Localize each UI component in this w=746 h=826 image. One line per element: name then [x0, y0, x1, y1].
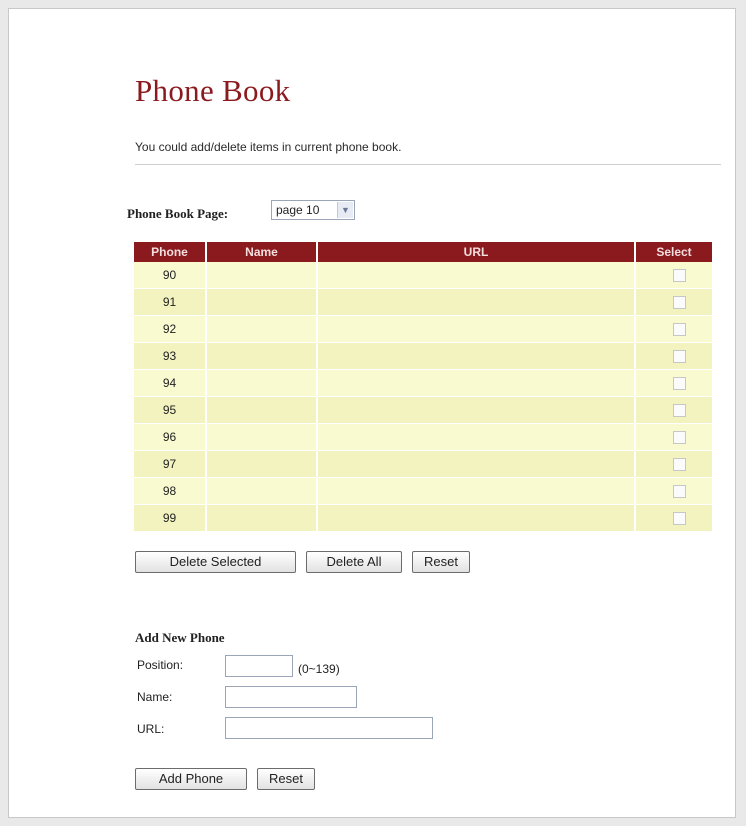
- page-description: You could add/delete items in current phone book.: [135, 140, 402, 154]
- name-cell: [206, 343, 317, 370]
- select-checkbox[interactable]: [673, 296, 686, 309]
- phone-cell: 93: [134, 343, 206, 370]
- divider: [135, 164, 721, 165]
- url-cell: [317, 478, 635, 505]
- url-cell: [317, 289, 635, 316]
- column-header-phone: Phone: [134, 242, 206, 262]
- name-cell: [206, 370, 317, 397]
- name-cell: [206, 397, 317, 424]
- name-cell: [206, 451, 317, 478]
- select-checkbox[interactable]: [673, 431, 686, 444]
- delete-all-button[interactable]: Delete All: [306, 551, 402, 573]
- table-row: [134, 289, 712, 316]
- add-new-phone-title: Add New Phone: [135, 630, 225, 645]
- phone-cell: 94: [134, 370, 206, 397]
- table-row: [134, 370, 712, 397]
- url-cell: [317, 316, 635, 343]
- table-header-row: [134, 242, 712, 262]
- select-cell: [635, 343, 712, 370]
- page-selector-label: Phone Book Page:: [127, 206, 229, 221]
- delete-selected-button[interactable]: Delete Selected: [135, 551, 296, 573]
- select-cell: [635, 262, 712, 289]
- table-row: [134, 478, 712, 505]
- url-cell: [317, 397, 635, 424]
- phone-cell: 99: [134, 505, 206, 532]
- select-checkbox[interactable]: [673, 404, 686, 417]
- page-title: Phone Book: [135, 73, 291, 108]
- table-row: [134, 505, 712, 532]
- url-cell: [317, 370, 635, 397]
- select-checkbox[interactable]: [673, 377, 686, 390]
- url-input[interactable]: [225, 717, 433, 739]
- name-cell: [206, 505, 317, 532]
- name-input[interactable]: [225, 686, 357, 708]
- select-checkbox[interactable]: [673, 350, 686, 363]
- name-cell: [206, 262, 317, 289]
- name-cell: [206, 316, 317, 343]
- select-checkbox[interactable]: [673, 269, 686, 282]
- name-label: Name:: [137, 690, 173, 704]
- chevron-down-icon[interactable]: ▼: [337, 202, 353, 218]
- select-checkbox[interactable]: [673, 458, 686, 471]
- select-cell: [635, 424, 712, 451]
- name-cell: [206, 289, 317, 316]
- select-checkbox[interactable]: [673, 323, 686, 336]
- phone-cell: 95: [134, 397, 206, 424]
- page-select-value: page 10: [276, 203, 320, 217]
- select-cell: [635, 397, 712, 424]
- select-checkbox[interactable]: [673, 485, 686, 498]
- url-cell: [317, 451, 635, 478]
- url-cell: [317, 505, 635, 532]
- name-cell: [206, 478, 317, 505]
- position-label: Position:: [137, 658, 184, 672]
- form-reset-button[interactable]: Reset: [257, 768, 315, 790]
- table-row: [134, 316, 712, 343]
- add-phone-button[interactable]: Add Phone: [135, 768, 247, 790]
- table-row: [134, 451, 712, 478]
- phone-book-table: [134, 242, 712, 532]
- select-cell: [635, 451, 712, 478]
- phone-cell: 96: [134, 424, 206, 451]
- table-row: [134, 343, 712, 370]
- url-cell: [317, 262, 635, 289]
- select-cell: [635, 478, 712, 505]
- table-row: [134, 262, 712, 289]
- table-row: [134, 397, 712, 424]
- url-cell: [317, 424, 635, 451]
- column-header-name: Name: [206, 242, 317, 262]
- name-cell: [206, 424, 317, 451]
- column-header-url: URL: [317, 242, 635, 262]
- phone-cell: 92: [134, 316, 206, 343]
- url-cell: [317, 343, 635, 370]
- position-input[interactable]: [225, 655, 293, 677]
- phone-cell: 91: [134, 289, 206, 316]
- column-header-select: Select: [635, 242, 712, 262]
- phone-cell: 90: [134, 262, 206, 289]
- page-select[interactable]: [271, 200, 355, 220]
- table-reset-button[interactable]: Reset: [412, 551, 470, 573]
- phone-cell: 97: [134, 451, 206, 478]
- table-row: [134, 424, 712, 451]
- select-cell: [635, 370, 712, 397]
- url-label: URL:: [137, 722, 165, 736]
- select-cell: [635, 505, 712, 532]
- phone-cell: 98: [134, 478, 206, 505]
- select-cell: [635, 289, 712, 316]
- position-hint: (0~139): [298, 662, 340, 676]
- select-cell: [635, 316, 712, 343]
- select-checkbox[interactable]: [673, 512, 686, 525]
